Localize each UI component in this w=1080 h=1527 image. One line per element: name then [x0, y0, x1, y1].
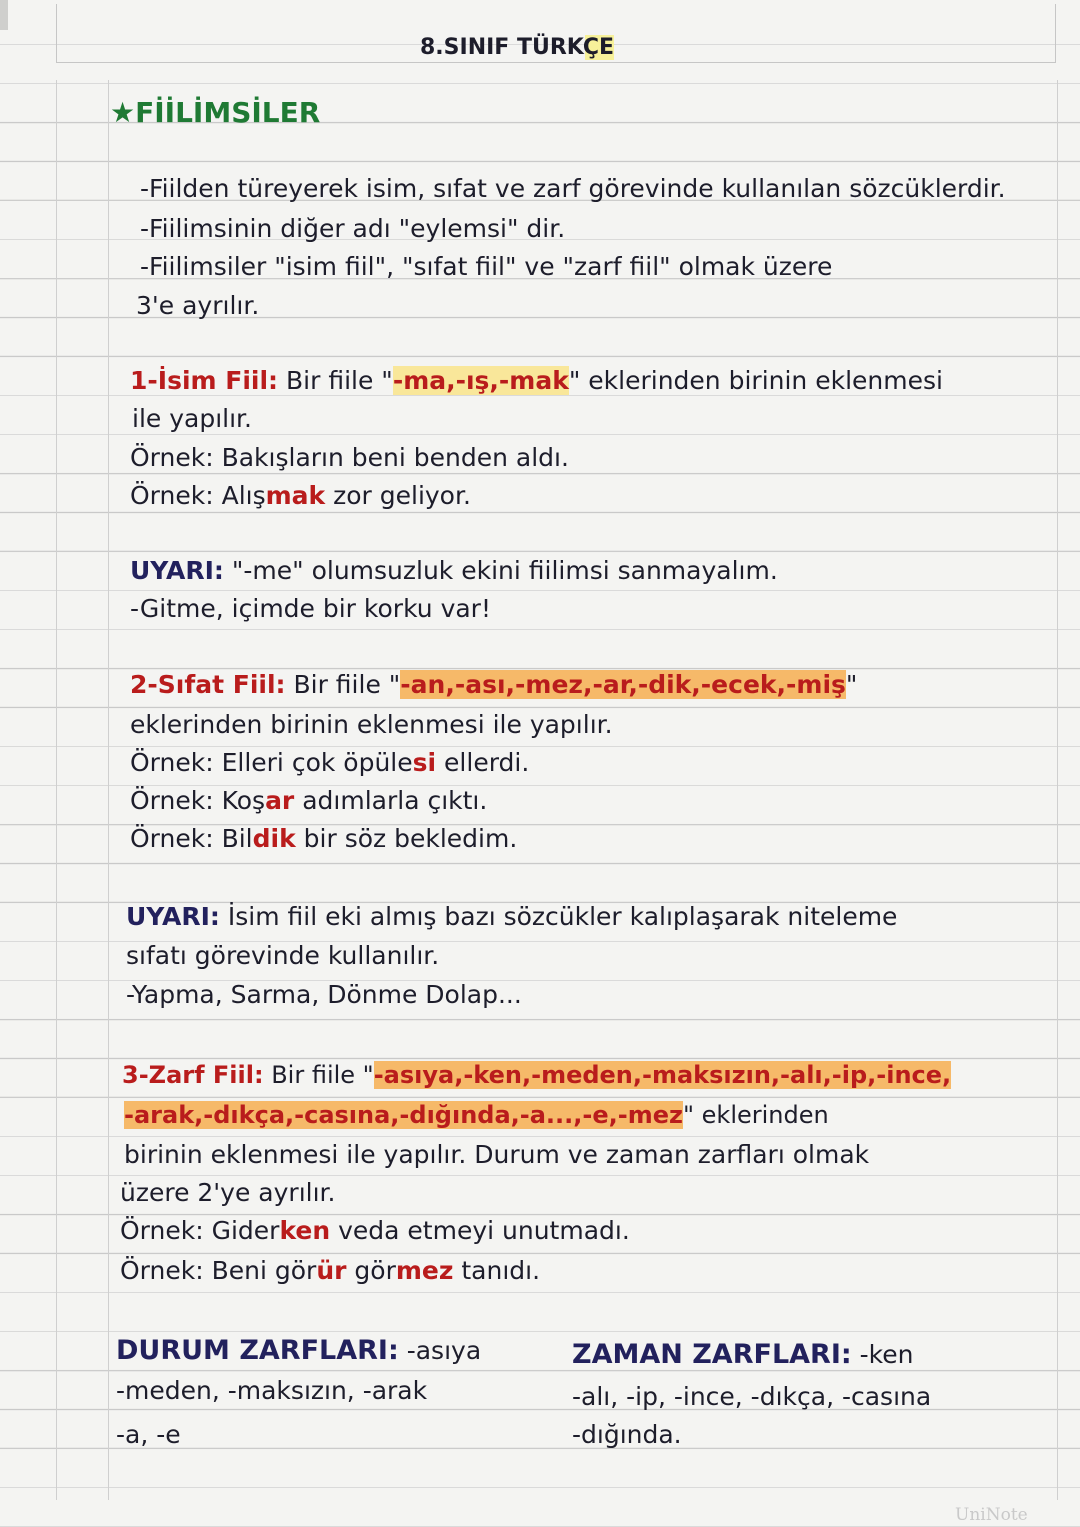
intro-line-4: 3'e ayrılır.: [136, 291, 260, 320]
suffix-highlight: ar: [265, 786, 295, 815]
durum-zarflari-label: DURUM ZARFLARI:: [116, 1335, 399, 1366]
durum-zarflari-line-2: -meden, -maksızın, -arak: [116, 1376, 428, 1405]
zarf-fiil-text-b: " eklerinden: [682, 1101, 829, 1129]
zaman-zarflari-line-2: -alı, -ip, -ince, -dıkça, -casına: [572, 1382, 932, 1411]
sifat-fiil-line-2: eklerinden birinin eklenmesi ile yapılır.: [130, 710, 613, 739]
uyari-2-line-1: [126, 902, 897, 932]
example-text: Örnek: Alış: [130, 481, 266, 510]
example-text: gör: [346, 1256, 396, 1285]
example-text: ellerdi.: [436, 748, 530, 777]
durum-zarflari-suffix: -asıya: [406, 1336, 482, 1365]
isim-fiil-heading: 1-İsim Fiil:: [130, 366, 279, 395]
suffix-highlight: mez: [395, 1256, 454, 1285]
sifat-fiil-text-a: Bir fiile ": [293, 670, 401, 699]
durum-zarflari-line-3: -a, -e: [116, 1420, 181, 1449]
zarf-fiil-suffixes-a: -asıya,-ken,-meden,-maksızın,-alı,-ip,-ince,: [373, 1061, 952, 1089]
isim-fiil-line-1: [130, 366, 943, 396]
zarf-fiil-line-2: [124, 1100, 829, 1130]
zarf-fiil-example-2: [120, 1256, 540, 1286]
zaman-zarflari-line-1: [572, 1340, 913, 1370]
suffix-highlight: si: [412, 748, 437, 777]
uyari-1-label: UYARI:: [130, 556, 224, 585]
sifat-fiil-example-2: [130, 786, 487, 816]
example-text: bir söz bekledim.: [295, 824, 518, 853]
sifat-fiil-text-b: ": [845, 670, 858, 699]
uyari-1-text: "-me" olumsuzluk ekini fiilimsi sanmayalım.: [231, 556, 778, 585]
suffix-highlight: ken: [279, 1216, 331, 1245]
zaman-zarflari-label: ZAMAN ZARFLARI:: [572, 1339, 852, 1370]
uyari-1-line: [130, 556, 778, 586]
margin-line: [108, 80, 109, 1500]
example-text: Örnek: Elleri çok öpüle: [130, 748, 413, 777]
intro-line-1: -Fiilden türeyerek isim, sıfat ve zarf görevinde kullanılan sözcüklerdir.: [140, 174, 1006, 203]
example-text: Örnek: Bil: [130, 824, 253, 853]
page-title: 8.SINIF TÜRKÇE: [420, 35, 615, 60]
example-text: Örnek: Koş: [130, 786, 266, 815]
example-text: tanıdı.: [453, 1256, 541, 1285]
zarf-fiil-example-1: [120, 1216, 630, 1246]
sifat-fiil-line-1: [130, 670, 857, 700]
zarf-fiil-text-a: Bir fiile ": [271, 1061, 374, 1089]
zaman-zarflari-line-3: -dığında.: [572, 1420, 682, 1449]
zarf-fiil-line-3: birinin eklenmesi ile yapılır. Durum ve zaman zarfları olmak: [124, 1140, 870, 1169]
zarf-fiil-line-4: üzere 2'ye ayrılır.: [120, 1178, 336, 1207]
isim-fiil-line-2: ile yapılır.: [132, 404, 252, 433]
isim-fiil-text-a: Bir fiile ": [286, 366, 393, 395]
uyari-2-text-a: İsim fiil eki almış bazı sözcükler kalıplaşarak niteleme: [227, 902, 898, 931]
example-text: adımlarla çıktı.: [294, 786, 488, 815]
uyari-2-example: -Yapma, Sarma, Dönme Dolap...: [126, 980, 522, 1009]
intro-line-2: -Fiilimsinin diğer adı "eylemsi" dir.: [140, 214, 566, 243]
suffix-highlight: dik: [252, 824, 296, 853]
isim-fiil-text-b: " eklerinden birinin eklenmesi: [568, 366, 943, 395]
uyari-1-example: -Gitme, içimde bir korku var!: [130, 594, 491, 623]
uyari-2-line-2: sıfatı görevinde kullanılır.: [126, 941, 440, 970]
sifat-fiil-heading: 2-Sıfat Fiil:: [130, 670, 286, 699]
example-text: Örnek: Beni gör: [120, 1256, 317, 1285]
isim-fiil-suffixes: -ma,-ış,-mak: [392, 366, 569, 395]
example-text: veda etmeyi unutmadı.: [330, 1216, 630, 1245]
isim-fiil-example-1: Örnek: Bakışların beni benden aldı.: [130, 443, 569, 472]
isim-fiil-example-2: [130, 481, 471, 511]
uyari-2-label: UYARI:: [126, 902, 220, 931]
page-edge-shadow: [0, 0, 8, 30]
zarf-fiil-heading: 3-Zarf Fiil:: [122, 1061, 264, 1089]
example-text: zor geliyor.: [325, 481, 471, 510]
sifat-fiil-example-1: [130, 748, 529, 778]
zaman-zarflari-suffix: -ken: [859, 1340, 914, 1369]
durum-zarflari-line-1: [116, 1336, 481, 1366]
suffix-highlight: ür: [316, 1256, 347, 1285]
suffix-highlight: mak: [265, 481, 326, 510]
watermark-logo: UniNote: [955, 1505, 1028, 1525]
zarf-fiil-suffixes-b: -arak,-dıkça,-casına,-dığında,-a...,-e,-mez: [124, 1101, 683, 1129]
section-title: ★FİİLİMSİLER: [110, 96, 321, 129]
zarf-fiil-line-1: [122, 1060, 951, 1090]
sifat-fiil-example-3: [130, 824, 517, 854]
sifat-fiil-suffixes: -an,-ası,-mez,-ar,-dik,-ecek,-miş: [400, 670, 846, 699]
example-text: Örnek: Gider: [120, 1216, 280, 1245]
intro-line-3: -Fiilimsiler "isim fiil", "sıfat fiil" ve "zarf fiil" olmak üzere: [140, 252, 833, 281]
